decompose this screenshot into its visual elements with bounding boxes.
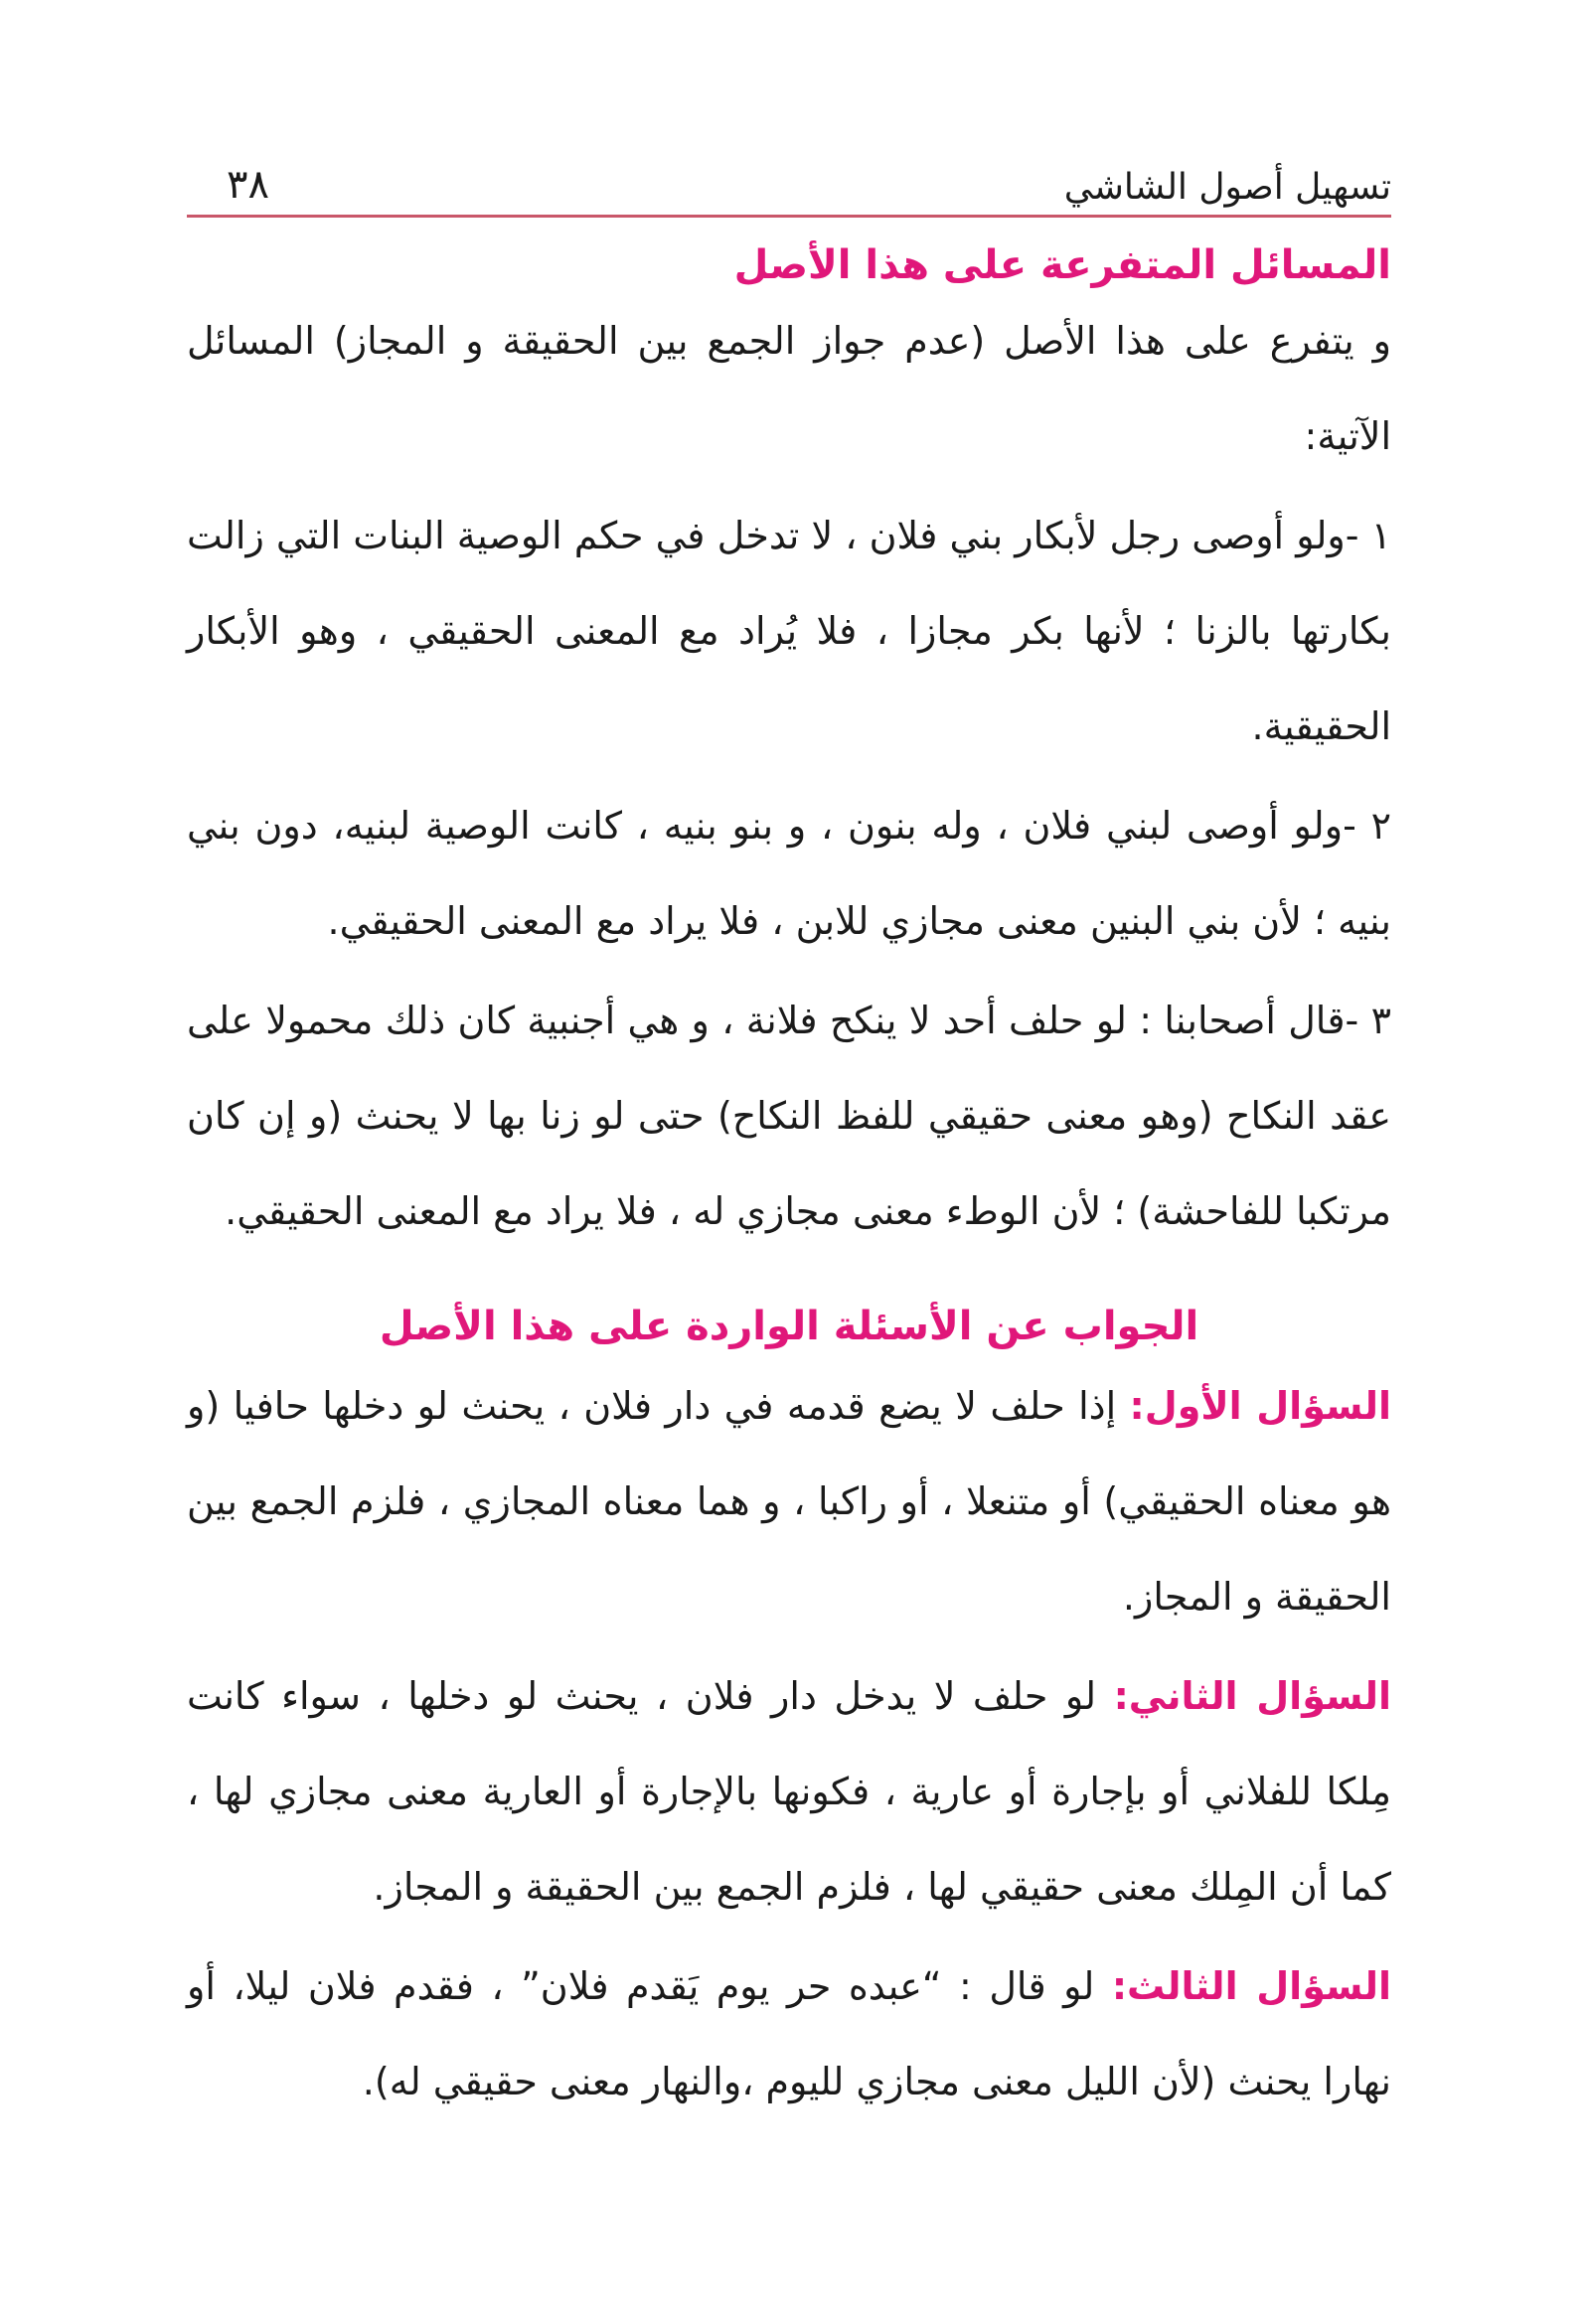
section-heading: المسائل المتفرعة على هذا الأصل bbox=[733, 242, 1391, 288]
intro-paragraph: و يتفرع على هذا الأصل (عدم جواز الجمع بين الحقيقة و المجاز) المسائل الآتية: bbox=[187, 319, 1391, 458]
item-3-paragraph: ٣ -قال أصحابنا : لو حلف أحد لا ينكح فلانة ، و هي أجنبية كان ذلك محمولا على عقد النكاح (وهو معنى حقيقي للفظ النكاح) حتى لو زنا بها لا يحنث (و إن كان مرتكبا للفاحشة) ؛ لأن الوطء معنى مجازي له ، فلا يراد مع المعنى الحقيقي. bbox=[187, 999, 1391, 1233]
item-1-paragraph: ١ -ولو أوصى رجل لأبكار بني فلان ، لا تدخل في حكم الوصية البنات التي زالت بكارتها بالزنا ؛ لأنها بكر مجازا ، فلا يُراد مع المعنى الحقيقي ، وهو الأبكار الحقيقية. bbox=[187, 514, 1391, 748]
question-3-label: السؤال الثالث: bbox=[1111, 1964, 1391, 2008]
item-2-paragraph: ٢ -ولو أوصى لبني فلان ، وله بنون ، و بنو بنيه ، كانت الوصية لبنيه، دون بني بنيه ؛ لأن بني البنين معنى مجازي للابن ، فلا يراد مع المعنى الحقيقي. bbox=[187, 804, 1391, 943]
book-title: تسهيل أصول الشاشي bbox=[1063, 166, 1391, 208]
question-2-paragraph bbox=[187, 1648, 1391, 1935]
book-page bbox=[187, 149, 1391, 2133]
question-2-label: السؤال الثاني: bbox=[1113, 1674, 1391, 1718]
running-head bbox=[187, 149, 1391, 218]
question-1-label: السؤال الأول: bbox=[1129, 1384, 1391, 1428]
page-number: ٣٨ bbox=[227, 162, 269, 208]
question-1-paragraph bbox=[187, 1358, 1391, 1644]
question-3-text: لو قال : “عبده حر يوم يَقدم فلان” ، فقدم فلان ليلا، أو نهارا يحنث (لأن الليل معنى مجازي لليوم ،والنهار معنى حقيقي له). bbox=[187, 1964, 1391, 2103]
question-2-text: لو حلف لا يدخل دار فلان ، يحنث لو دخلها ، سواء كانت مِلكا للفلاني أو بإجارة أو عارية ، فكونها بالإجارة أو العارية معنى مجازي لها ، كما أن المِلك معنى حقيقي لها ، فلزم الجمع بين الحقيقة و المجاز. bbox=[187, 1674, 1391, 1909]
question-1-text: إذا حلف لا يضع قدمه في دار فلان ، يحنث لو دخلها حافيا (و هو معناه الحقيقي) أو متنعلا ، أو راكبا ، و هما معناه المجازي ، فلزم الجمع بين الحقيقة و المجاز. bbox=[187, 1384, 1391, 1619]
question-3-paragraph bbox=[187, 1938, 1391, 2129]
answers-heading: الجواب عن الأسئلة الواردة على هذا الأصل bbox=[379, 1304, 1199, 1349]
